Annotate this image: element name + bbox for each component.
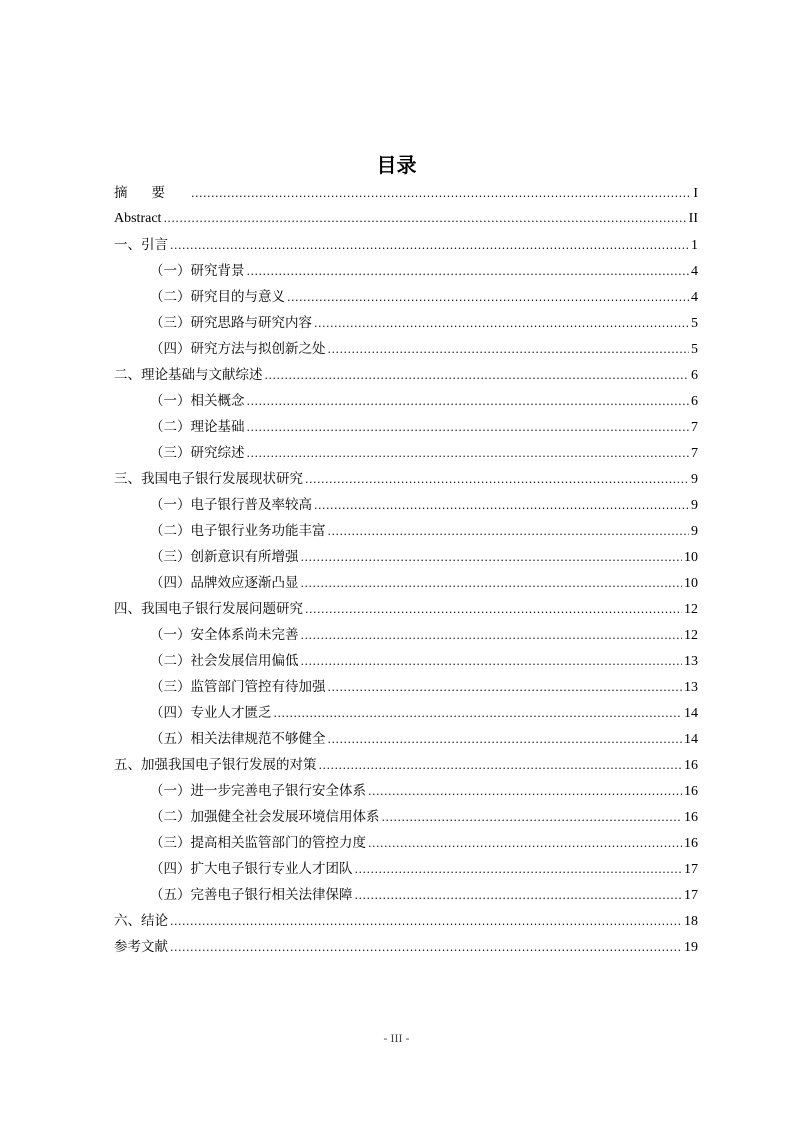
toc-entry-title: （三）创新意识有所增强 — [150, 549, 299, 565]
toc-title: 目录 — [376, 153, 417, 177]
toc-entry[interactable] — [114, 414, 698, 440]
dot-leader — [247, 441, 690, 467]
toc-entry[interactable] — [114, 908, 698, 934]
page-number-footer: - III - — [383, 1031, 410, 1045]
toc-entry-page-number: 16 — [684, 836, 698, 851]
toc-entry-title: （一）研究背景 — [150, 263, 245, 279]
toc-entry-title: （二）社会发展信用偏低 — [150, 653, 299, 669]
dot-leader — [265, 363, 690, 389]
toc-entry-page-number: 17 — [684, 862, 698, 877]
toc-entry-title: （二）理论基础 — [150, 419, 245, 435]
dot-leader — [305, 597, 682, 623]
toc-entry-title: （三）研究思路与研究内容 — [150, 315, 312, 331]
toc-entry[interactable] — [114, 830, 698, 856]
toc-entry[interactable] — [114, 674, 698, 700]
toc-entry[interactable] — [114, 388, 698, 414]
dot-leader — [328, 337, 690, 363]
toc-entry-page-number: 10 — [684, 550, 698, 565]
toc-entry[interactable] — [114, 570, 698, 596]
toc-entry-page-number: 14 — [684, 732, 698, 747]
toc-entry-title: （一）电子银行普及率较高 — [150, 497, 312, 513]
toc-entry-page-number: 16 — [684, 758, 698, 773]
toc-entry-page-number: 13 — [684, 654, 698, 669]
toc-entry-title: （一）进一步完善电子银行安全体系 — [150, 783, 366, 799]
dot-leader — [382, 805, 683, 831]
table-of-contents — [114, 180, 698, 960]
toc-entry-title: 六、结论 — [114, 913, 168, 929]
dot-leader — [301, 623, 683, 649]
toc-entry-page-number: 16 — [684, 810, 698, 825]
toc-entry-page-number: 7 — [691, 446, 698, 461]
toc-entry-title: （五）相关法律规范不够健全 — [150, 731, 326, 747]
toc-entry[interactable] — [114, 804, 698, 830]
toc-entry-page-number: 5 — [691, 316, 698, 331]
toc-entry-page-number: II — [688, 211, 698, 226]
toc-entry[interactable] — [114, 518, 698, 544]
toc-entry[interactable] — [114, 310, 698, 336]
toc-entry-title: （四）专业人才匮乏 — [150, 705, 272, 721]
dot-leader — [170, 935, 682, 961]
toc-entry-title: 三、我国电子银行发展现状研究 — [114, 471, 303, 487]
dot-leader — [368, 779, 682, 805]
toc-entry[interactable] — [114, 336, 698, 362]
toc-entry[interactable] — [114, 726, 698, 752]
toc-entry[interactable] — [114, 622, 698, 648]
toc-entry[interactable] — [114, 180, 698, 206]
toc-entry-page-number: 6 — [691, 394, 698, 409]
toc-entry[interactable] — [114, 882, 698, 908]
toc-entry[interactable] — [114, 778, 698, 804]
toc-entry-page-number: 17 — [684, 888, 698, 903]
toc-entry-page-number: 9 — [691, 524, 698, 539]
dot-leader — [247, 389, 690, 415]
dot-leader — [274, 701, 683, 727]
toc-entry-page-number: 18 — [684, 914, 698, 929]
dot-leader — [163, 206, 686, 232]
toc-entry-page-number: 19 — [684, 940, 698, 955]
toc-entry-title: 参考文献 — [114, 939, 168, 955]
dot-leader — [328, 519, 690, 545]
dot-leader — [247, 259, 690, 285]
toc-entry-page-number: 16 — [684, 784, 698, 799]
toc-entry-title: （一）相关概念 — [150, 393, 245, 409]
toc-entry-page-number: 10 — [684, 576, 698, 591]
dot-leader — [368, 831, 682, 857]
toc-entry-title: 摘要 — [114, 185, 189, 201]
dot-leader — [301, 649, 683, 675]
toc-entry-title: （一）安全体系尚未完善 — [150, 627, 299, 643]
toc-entry-page-number: 12 — [684, 602, 698, 617]
toc-entry-page-number: 4 — [691, 264, 698, 279]
dot-leader — [301, 545, 683, 571]
dot-leader — [314, 311, 689, 337]
toc-entry-title: （五）完善电子银行相关法律保障 — [150, 887, 353, 903]
dot-leader — [247, 415, 690, 441]
dot-leader — [191, 181, 691, 207]
toc-entry[interactable] — [114, 648, 698, 674]
toc-entry[interactable] — [114, 362, 698, 388]
dot-leader — [301, 571, 683, 597]
toc-entry-title: （四）品牌效应逐渐凸显 — [150, 575, 299, 591]
toc-entry[interactable] — [114, 206, 698, 232]
dot-leader — [319, 753, 683, 779]
dot-leader — [170, 909, 682, 935]
dot-leader — [328, 727, 683, 753]
toc-entry-title: Abstract — [114, 211, 162, 226]
dot-leader — [314, 493, 689, 519]
dot-leader — [170, 233, 689, 259]
toc-entry-page-number: 14 — [684, 706, 698, 721]
toc-entry-page-number: 9 — [691, 498, 698, 513]
toc-entry[interactable] — [114, 258, 698, 284]
toc-entry[interactable] — [114, 700, 698, 726]
toc-entry-title: （二）电子银行业务功能丰富 — [150, 523, 326, 539]
toc-entry[interactable] — [114, 232, 698, 258]
toc-entry-page-number: 7 — [691, 420, 698, 435]
toc-entry[interactable] — [114, 284, 698, 310]
toc-entry[interactable] — [114, 752, 698, 778]
toc-entry-title: （四）扩大电子银行专业人才团队 — [150, 861, 353, 877]
toc-entry-title: （三）研究综述 — [150, 445, 245, 461]
toc-entry[interactable] — [114, 544, 698, 570]
toc-entry[interactable] — [114, 492, 698, 518]
toc-entry-page-number: 5 — [691, 342, 698, 357]
toc-entry-page-number: 4 — [691, 290, 698, 305]
dot-leader — [355, 883, 683, 909]
toc-entry-title: （二）加强健全社会发展环境信用体系 — [150, 809, 380, 825]
toc-entry[interactable] — [114, 466, 698, 492]
toc-entry-title: （三）提高相关监管部门的管控力度 — [150, 835, 366, 851]
dot-leader — [287, 285, 689, 311]
toc-entry-title: 四、我国电子银行发展问题研究 — [114, 601, 303, 617]
dot-leader — [355, 857, 683, 883]
dot-leader — [305, 467, 689, 493]
toc-entry-page-number: 9 — [691, 472, 698, 487]
toc-entry-title: 五、加强我国电子银行发展的对策 — [114, 757, 317, 773]
toc-entry[interactable] — [114, 934, 698, 960]
toc-entry-title: （四）研究方法与拟创新之处 — [150, 341, 326, 357]
toc-entry-title: 二、理论基础与文献综述 — [114, 367, 263, 383]
toc-entry[interactable] — [114, 596, 698, 622]
dot-leader — [328, 675, 683, 701]
toc-entry-page-number: 6 — [691, 368, 698, 383]
toc-entry-page-number: 12 — [684, 628, 698, 643]
toc-entry-page-number: 13 — [684, 680, 698, 695]
toc-entry-title: （三）监管部门管控有待加强 — [150, 679, 326, 695]
toc-entry-page-number: 1 — [691, 238, 698, 253]
toc-entry[interactable] — [114, 856, 698, 882]
toc-entry-title: （二）研究目的与意义 — [150, 289, 285, 305]
toc-entry[interactable] — [114, 440, 698, 466]
toc-entry-title: 一、引言 — [114, 237, 168, 253]
toc-entry-page-number: I — [693, 186, 698, 201]
